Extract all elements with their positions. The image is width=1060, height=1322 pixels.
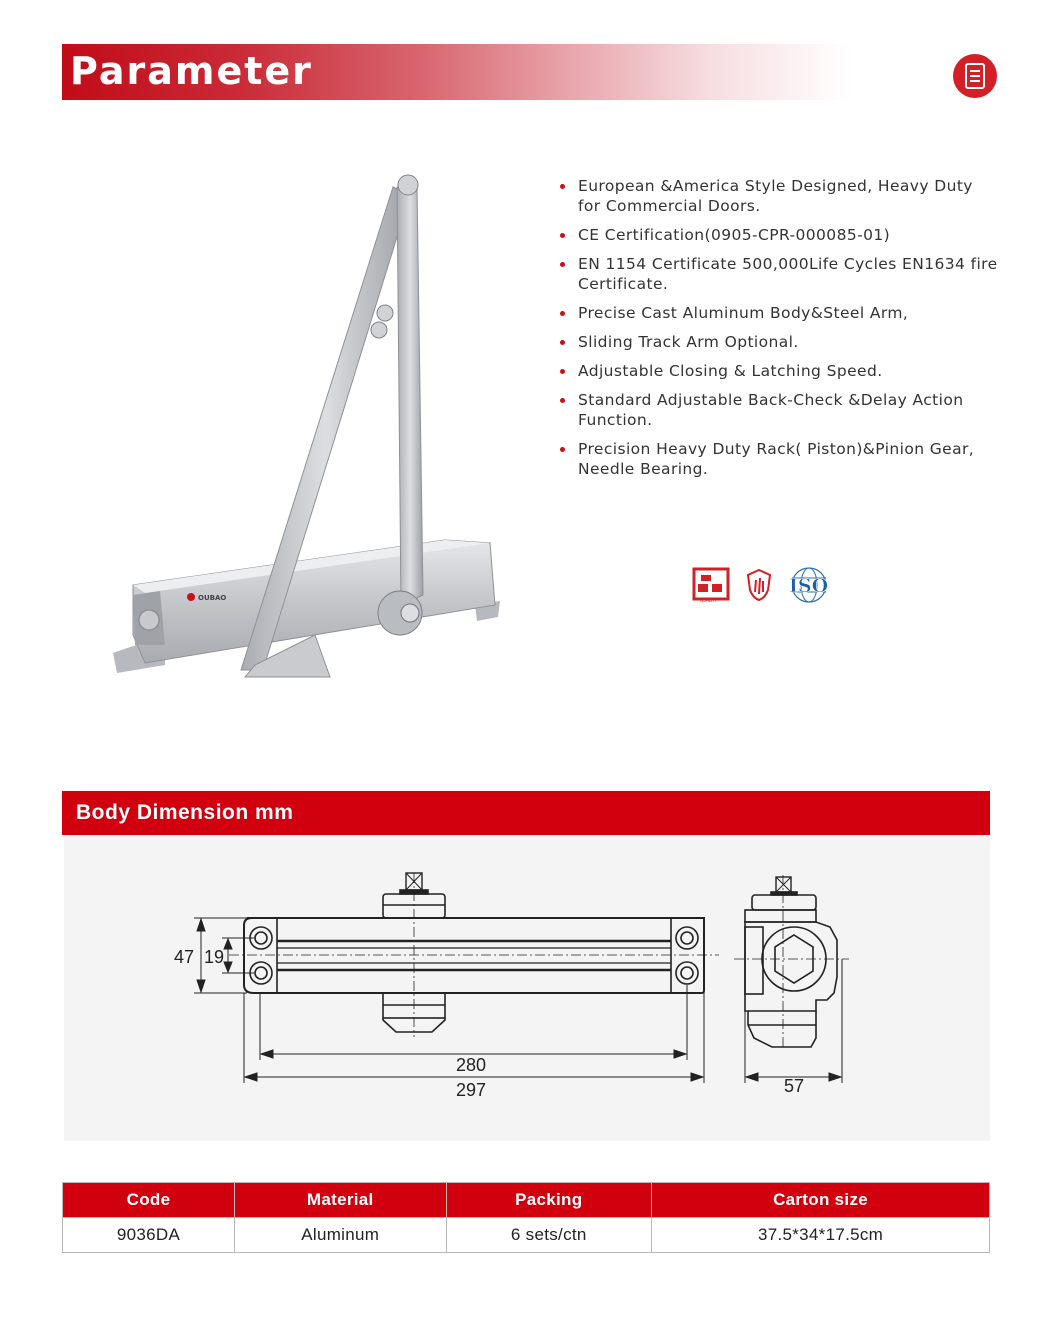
cell-code: 9036DA — [63, 1218, 235, 1253]
feature-list — [558, 176, 998, 488]
brand-logo-icon — [187, 593, 195, 601]
bullet-icon — [560, 447, 565, 452]
document-list-icon — [963, 62, 987, 90]
bullet-icon — [560, 369, 565, 374]
table-header-row — [63, 1183, 990, 1218]
column-header-material: Material — [235, 1183, 447, 1218]
certification-logos — [692, 565, 842, 605]
bullet-icon — [560, 398, 565, 403]
svg-text:QUALITY: QUALITY — [700, 598, 718, 603]
feature-item: CE Certification(0905-CPR-000085-01) — [558, 225, 998, 245]
fire-shield-icon — [746, 568, 772, 602]
dim-label-47: 47 — [174, 947, 195, 967]
column-header-packing: Packing — [446, 1183, 652, 1218]
bullet-icon — [560, 184, 565, 189]
dimension-title: Body Dimension mm — [76, 801, 294, 824]
feature-item: Precision Heavy Duty Rack( Piston)&Pinion Gear, Needle Bearing. — [558, 439, 998, 479]
feature-item: Adjustable Closing & Latching Speed. — [558, 361, 998, 381]
bullet-icon — [560, 233, 565, 238]
cell-packing: 6 sets/ctn — [446, 1218, 652, 1253]
bullet-icon — [560, 311, 565, 316]
header-banner — [62, 44, 852, 100]
cell-carton-size: 37.5*34*17.5cm — [652, 1218, 990, 1253]
feature-item: Precise Cast Aluminum Body&Steel Arm, — [558, 303, 998, 323]
product-image — [105, 165, 510, 685]
feature-item: European &America Style Designed, Heavy Duty for Commercial Doors. — [558, 176, 998, 216]
dim-label-297: 297 — [456, 1080, 487, 1100]
column-header-carton-size: Carton size — [652, 1183, 990, 1218]
table-row — [63, 1218, 990, 1253]
dim-label-57: 57 — [784, 1076, 805, 1096]
iso-logo-icon — [786, 565, 832, 605]
cell-material: Aluminum — [235, 1218, 447, 1253]
feature-item: EN 1154 Certificate 500,000Life Cycles EN1634 fire Certificate. — [558, 254, 998, 294]
page-title: Parameter — [70, 49, 313, 93]
column-header-code: Code — [63, 1183, 235, 1218]
dimension-drawing — [64, 835, 990, 1141]
spec-table — [62, 1182, 990, 1253]
dim-label-19: 19 — [204, 947, 225, 967]
bullet-icon — [560, 340, 565, 345]
svg-text:ISO: ISO — [789, 575, 829, 597]
feature-item: Sliding Track Arm Optional. — [558, 332, 998, 352]
dim-label-280: 280 — [456, 1055, 487, 1075]
svg-text:OUBAO: OUBAO — [198, 594, 227, 602]
dimension-section-header — [62, 791, 990, 835]
feature-item: Standard Adjustable Back-Check &Delay Action Function. — [558, 390, 998, 430]
menu-button[interactable] — [953, 54, 997, 98]
bullet-icon — [560, 262, 565, 267]
quality-mark-icon — [692, 567, 732, 603]
